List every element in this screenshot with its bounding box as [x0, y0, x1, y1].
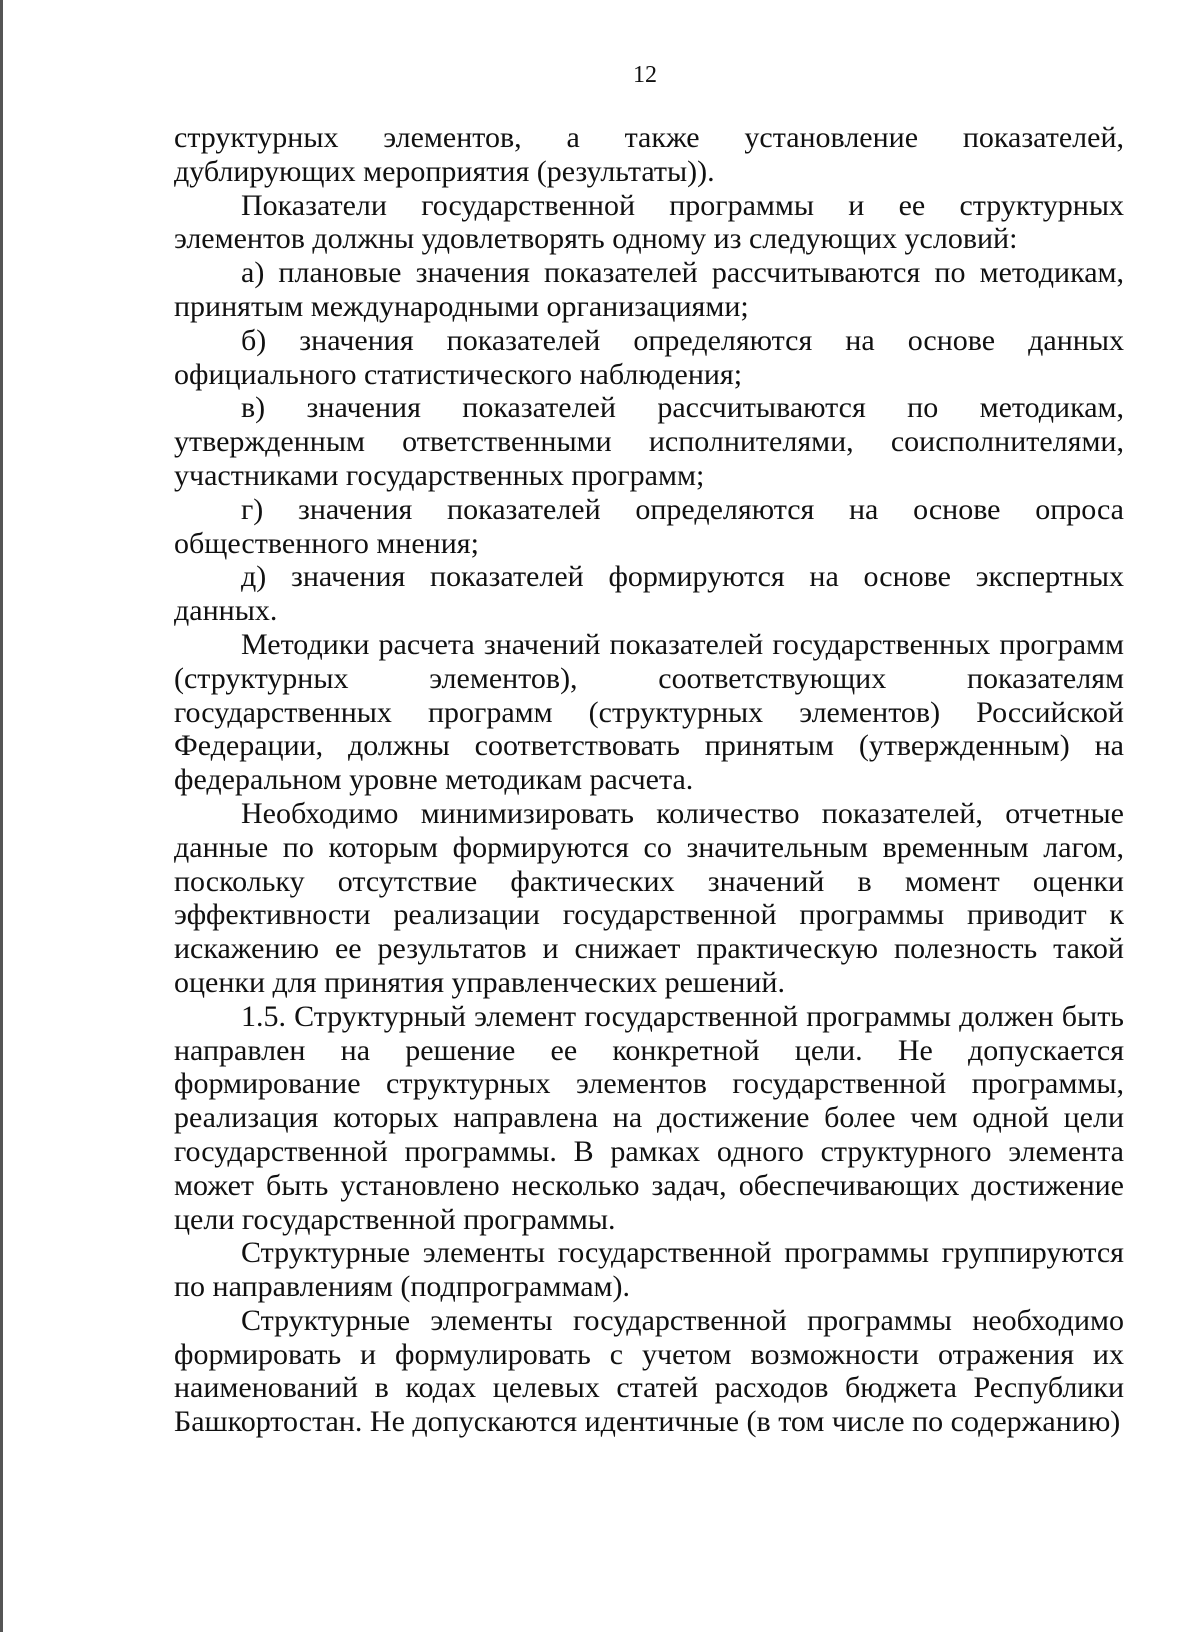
list-item-b: б) значения показателей определяются на основе данных официального статистического наблюдения; — [174, 323, 1124, 391]
paragraph-grouping: Структурные элементы государственной программы группируются по направлениям (подпрограммам). — [174, 1236, 1124, 1304]
page-left-edge — [0, 0, 3, 1632]
paragraph-indicator-conditions: Показатели государственной программы и ее структурных элементов должны удовлетворять одному из следующих условий: — [174, 188, 1124, 256]
paragraph-section-1-5: 1.5. Структурный элемент государственной программы должен быть направлен на решение ее конкретной цели. Не допускается формирование структурных элементов государственной программы, реализация которых направлена на достижение более чем одной цели государственной программы. В рамках одного структурного элемента может быть установлено несколько задач, обеспечивающих достижение цели государственной программы. — [174, 999, 1124, 1236]
paragraph-minimize: Необходимо минимизировать количество показателей, отчетные данные по которым формируются со значительным временным лагом, поскольку отсутствие фактических значений в момент оценки эффективности реализации государственной программы приводит к искажению ее результатов и снижает практическую полезность такой оценки для принятия управленческих решений. — [174, 796, 1124, 999]
body-text — [174, 121, 1124, 1439]
page-number: 12 — [633, 62, 657, 88]
list-item-v: в) значения показателей рассчитываются по методикам, утвержденным ответственными исполнителями, соисполнителями, участниками государственных программ; — [174, 391, 1124, 492]
list-item-a: а) плановые значения показателей рассчитываются по методикам, принятым международными организациями; — [174, 256, 1124, 323]
paragraph-continuation: структурных элементов, а также установление показателей, дублирующих мероприятия (результаты)). — [174, 121, 1124, 188]
list-item-g: г) значения показателей определяются на основе опроса общественного мнения; — [174, 492, 1124, 560]
paragraph-methods: Методики расчета значений показателей государственных программ (структурных элементов), соответствующих показателям государственных программ (структурных элементов) Российской Федерации, должны соответствовать принятым (утвержденным) на федеральном уровне методикам расчета. — [174, 627, 1124, 797]
list-item-d: д) значения показателей формируются на основе экспертных данных. — [174, 560, 1124, 628]
paragraph-formulation: Структурные элементы государственной программы необходимо формировать и формулировать с учетом возможности отражения их наименований в кодах целевых статей расходов бюджета Республики Башкортостан. Не допускаются идентичные (в том числе по содержанию) — [174, 1303, 1124, 1439]
